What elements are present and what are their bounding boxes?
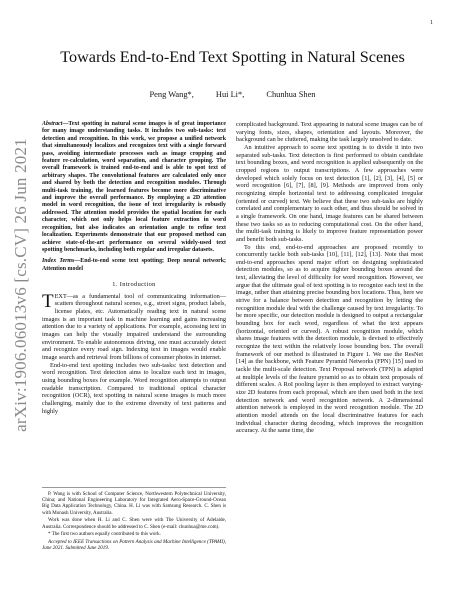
footnote-affiliations: P. Wang is with School of Computer Science, Northwestern Polytechnical University, China; and National Engineering Laboratory for Integrated Aero-Space-Ground-Ocean Big Data Application Technology, China. H. Li was with Samsung Research. C. Shen is with Monash University, Australia. xyxy=(42,491,226,516)
abstract-label: Abstract xyxy=(42,121,63,127)
abstract xyxy=(42,121,226,254)
index-terms-text: —End-to-end scene text spotting; Deep neural network; Attention model xyxy=(42,258,226,272)
abstract-text: —Text spotting in natural scene images is of great importance for many image understanding tasks. It includes two sub-tasks: text detection and recognition. In this work, we propose a unified network that simultaneously localizes and recognizes text with a single forward pass, avoiding intermediate processes such as image cropping and feature re-calculation, word separation, and character grouping. The overall framework is trained end-to-end and is able to spot text of arbitrary shapes. The convolutional features are calculated only once and shared by both the detection and recognition modules. Through multi-task training, the learned features become more discriminative and improve the overall performance. By employing a 2D attention model in word recognition, the issue of text irregularity is robustly addressed. The attention model provides the spatial location for each character, which not only helps local feature extraction in word recognition, but also indicates an orientation angle to refine text localization. Experiments demonstrate that our proposed method can achieve state-of-the-art performance on several widely-used text spotting benchmarks, including both regular and irregular datasets. xyxy=(42,121,226,253)
drop-cap: T xyxy=(42,290,54,312)
index-terms xyxy=(42,258,226,273)
footnote-correspondence: Work was done when H. Li and C. Shen were with The University of Adelaide, Australia. Correspondence should be addressed to C. Shen (e-mail: chunhua@me.com). xyxy=(42,517,226,530)
author: Chunhua Shen xyxy=(266,90,316,99)
left-column xyxy=(42,121,226,415)
right-paragraph-3: To this end, end-to-end approaches are proposed recently to concurrently tackle both sub-tasks [10], [11], [12], [13]. Note that most end-to-end approaches spend major effort on designing sophisticated detection modules, so as to acquire tighter bounding boxes around the text, alleviating the level of difficulty for word recognition. However, we argue that the ultimate goal of text spotting is to recognize each text in the image, rather than attaining precise bounding box locations. Thus, here we strive for a balance between detection and recognition by letting the recognition module deal with the challenge caused by text irregularity. To be more specific, our detection module is designed to output a rectangular bounding box for each word, regardless of what the text appears (horizontal, oriented or curved). A robust recognition module, which shares image features with the detection module, is devised to effectively recognize the text within the relatively loose bounding box. The overall framework of our method is illustrated in Figure 1. We use the ResNet [14] as the backbone, with Feature Pyramid Networks (FPN) [15] used to tackle the multi-scale detection. Text Proposal network (TPN) is adapted at multiple levels of the feature pyramid so as to obtain text proposals of different scales. A RoI pooling layer is then employed to extract varying-size 2D features from each proposal, which are then used both in the text detection network and word recognition network. A 2-dimensional attention network is employed in the word recognition module. The 2D attention model attends on the local discriminative features for each individual character during decoding, which improves the recognition accuracy. At the same time, the xyxy=(236,243,423,435)
author-list xyxy=(60,90,405,99)
right-paragraph-1: complicated background. Text appearing in natural scene images can be of varying fonts, sizes, shapes, orientation and layouts. Moreover, the background can be cluttered, making the task largely unsolved to date. xyxy=(236,121,423,144)
intro-paragraph-1 xyxy=(42,290,226,362)
paper-title: Towards End-to-End Text Spotting in Natural Scenes xyxy=(60,48,405,66)
page-number: 1 xyxy=(430,20,433,26)
intro-paragraph-2: End-to-end text spotting includes two sub-tasks: text detection and word recognition. Text detection aims to localize each text in images, using bounding boxes for example. Word recognition attempts to output readable transcription. Compared to traditional optical character recognition (OCR), text spotting in natural scene images is much more challenging, mainly due to the extreme diversity of text patterns and highly xyxy=(42,361,226,415)
right-column xyxy=(236,121,423,435)
author: Hui Li*, xyxy=(215,90,245,99)
right-paragraph-2: An intuitive approach to scene text spotting is to divide it into two separated sub-tasks. Text detection is first performed to obtain candidate text bounding boxes, and word recognition is applied subsequently on the cropped regions to output transcriptions. A few approaches were developed which solely focus on text detection [1], [2], [3], [4], [5] or word recognition [6], [7], [8], [9]. Methods are improved from only recognizing simple horizontal text to addressing complicated irregular (oriented or curved) text. We believe that these two sub-tasks are highly correlated and complementary to each other, and thus should be solved in a single framework. On one hand, image features can be shared between these two tasks so as to reducing computational cost. On the other hand, the multi-task training is likely to improve feature representation power and benefit both sub-tasks. xyxy=(236,143,423,243)
author: Peng Wang*, xyxy=(149,90,194,99)
footnote-equal-contribution: * The first two authors equally contributed to this work. xyxy=(48,531,161,538)
footnotes xyxy=(42,487,226,553)
intro-lead-word: EXT xyxy=(54,292,67,300)
intro-paragraph-1-text: —as a fundamental tool of communicating information—scatters throughout natural scenes, e.g., street signs, product labels, license plates, etc. Automatically reading text in natural scene images is an important task in machine learning and gains increasing attention due to a variety of applications. For example, accessing text in images can help the visually impaired understand the surrounding environment. To enable autonomous driving, one must accurately detect and recognize every road sign. Indexing text in images would enable image search and retrieval from billions of consumer photos in internet. xyxy=(42,292,226,362)
arxiv-stamp-text: arXiv:1906.06013v6 [cs.CV] 26 Jun 2021 xyxy=(11,138,30,432)
footnote-acceptance: Accepted to IEEE Transactions on Pattern Analysis and Machine Intelligence (TPAMI), June 2021. Submitted June 2019. xyxy=(42,538,226,552)
section-heading-introduction: 1. Introduction xyxy=(112,281,156,289)
index-terms-label: Index Terms xyxy=(42,258,75,265)
arxiv-stamp xyxy=(6,138,36,432)
